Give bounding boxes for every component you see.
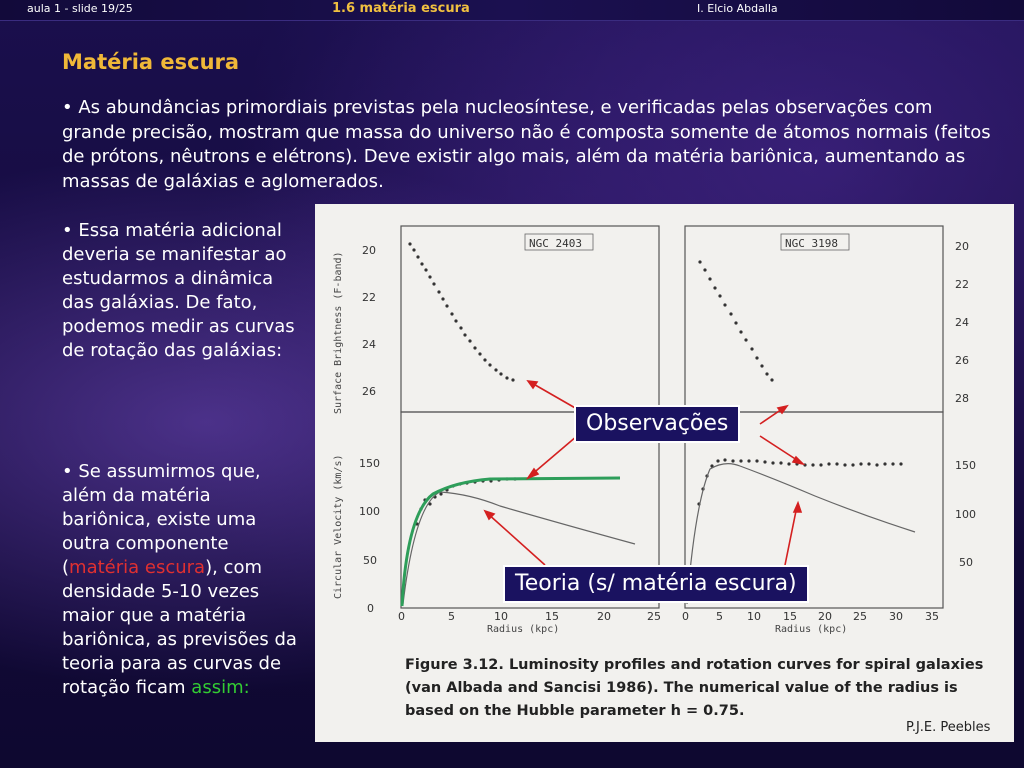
figure-credit: P.J.E. Peebles bbox=[906, 720, 991, 735]
xlabel-right: Radius (kpc) bbox=[775, 624, 848, 635]
slide-title: Matéria escura bbox=[62, 50, 240, 74]
tick-v-l-0: 0 bbox=[367, 602, 374, 615]
tick-sb-r-24: 24 bbox=[955, 316, 969, 329]
paragraph-intro: • As abundâncias primordiais previstas pela nucleosíntese, e verificadas pelas observações com grande precisão, mostram que massa do universo não é composta somente de átomos normais (feitos de prótons, nêutrons e elétrons). Deve existir algo mais, além da matéria bariônica, aumentando as massas de galáxias e aglomerados. bbox=[62, 97, 991, 192]
tick-sb-r-20: 20 bbox=[955, 240, 969, 253]
tick-sb-l-20: 20 bbox=[362, 244, 376, 257]
figure-caption: Figure 3.12. Luminosity profiles and rotation curves for spiral galaxies (van Albada and Sancisi 1986). The numerical value of the radius is based on the Hubble parameter h = 0.75. bbox=[405, 657, 984, 719]
tick-v-l-50: 50 bbox=[363, 554, 377, 567]
arrow-obs-velocity bbox=[530, 436, 577, 476]
callout-observations: Observações bbox=[574, 405, 740, 443]
brightness-points-right bbox=[698, 260, 773, 381]
brightness-ticks-right bbox=[955, 240, 969, 405]
tick-x-l-25: 25 bbox=[647, 610, 661, 623]
arrow-obs-right-velocity bbox=[760, 436, 800, 462]
tick-x-r-30: 30 bbox=[889, 610, 903, 623]
tick-v-r-150: 150 bbox=[955, 459, 976, 472]
tick-v-l-150: 150 bbox=[359, 457, 380, 470]
tick-x-r-20: 20 bbox=[818, 610, 832, 623]
ylabel-brightness: Surface Brightness (F-band) bbox=[333, 251, 344, 414]
author-name: I. Elcio Abdalla bbox=[697, 2, 778, 15]
ylabel-velocity: Circular Velocity (km/s) bbox=[333, 454, 344, 599]
tick-v-r-100: 100 bbox=[955, 508, 976, 521]
tick-x-l-5: 5 bbox=[448, 610, 455, 623]
tick-x-r-10: 10 bbox=[747, 610, 761, 623]
tick-sb-r-22: 22 bbox=[955, 278, 969, 291]
paragraph-dynamics: • Essa matéria adicional deveria se manifestar ao estudarmos a dinâmica das galáxias. De fato, podemos medir as curvas de rotação das galáxias: bbox=[62, 220, 295, 361]
tick-x-r-0: 0 bbox=[682, 610, 689, 623]
tick-v-r-50: 50 bbox=[959, 556, 973, 569]
ngc2403-label: NGC 2403 bbox=[529, 237, 582, 250]
tick-x-l-20: 20 bbox=[597, 610, 611, 623]
assim-highlight: assim: bbox=[191, 677, 250, 698]
header-bar bbox=[0, 0, 1024, 21]
tick-x-r-15: 15 bbox=[783, 610, 797, 623]
tick-sb-r-26: 26 bbox=[955, 354, 969, 367]
velocity-ticks-left bbox=[359, 457, 380, 615]
p3-text-a: • Se assumirmos que, além da matéria bariônica, existe uma outra componente ( bbox=[62, 461, 261, 578]
tick-x-r-25: 25 bbox=[853, 610, 867, 623]
dark-matter-highlight: matéria escura bbox=[69, 557, 206, 578]
tick-sb-r-28: 28 bbox=[955, 392, 969, 405]
rotation-curve-figure bbox=[315, 204, 1014, 742]
x-ticks-left bbox=[398, 610, 661, 623]
tick-x-l-15: 15 bbox=[545, 610, 559, 623]
xlabel-left: Radius (kpc) bbox=[487, 624, 560, 635]
brightness-ticks-left bbox=[362, 244, 376, 398]
arrow-obs-brightness bbox=[530, 382, 577, 409]
tick-x-r-5: 5 bbox=[716, 610, 723, 623]
arrow-theory-right bbox=[785, 506, 797, 565]
slide-counter: aula 1 - slide 19/25 bbox=[27, 2, 133, 15]
paragraph-dark-matter bbox=[62, 460, 302, 700]
tick-x-l-0: 0 bbox=[398, 610, 405, 623]
tick-v-l-100: 100 bbox=[359, 505, 380, 518]
section-title: 1.6 matéria escura bbox=[332, 1, 470, 16]
ngc3198-label: NGC 3198 bbox=[785, 237, 838, 250]
velocity-ticks-right bbox=[955, 459, 976, 569]
p3-text-b: ), com densidade 5-10 vezes maior que a matéria bariônica, as previsões da teoria para as curvas de rotação ficam bbox=[62, 557, 297, 698]
tick-sb-l-26: 26 bbox=[362, 385, 376, 398]
brightness-points-left bbox=[408, 242, 514, 381]
tick-sb-l-24: 24 bbox=[362, 338, 376, 351]
callout-theory: Teoria (s/ matéria escura) bbox=[503, 565, 809, 603]
panel-right-brightness-frame bbox=[685, 226, 943, 412]
velocity-points-right bbox=[697, 458, 902, 505]
velocity-points-left bbox=[415, 477, 516, 525]
tick-x-l-10: 10 bbox=[494, 610, 508, 623]
tick-x-r-35: 35 bbox=[925, 610, 939, 623]
arrow-theory-left bbox=[487, 513, 545, 565]
tick-sb-l-22: 22 bbox=[362, 291, 376, 304]
x-ticks-right bbox=[682, 610, 939, 623]
